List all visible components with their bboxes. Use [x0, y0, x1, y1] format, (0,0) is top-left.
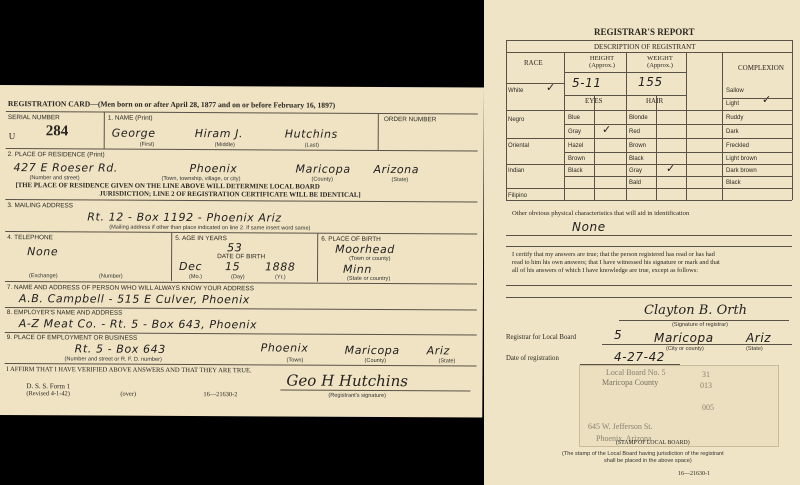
employment-county-caption: (County) [364, 357, 387, 365]
stamp-line-1: Local Board No. 5 [606, 368, 666, 377]
residence-note-1: [THE PLACE OF RESIDENCE GIVEN ON THE LINE ABOVE WILL DETERMINE LOCAL BOARD [15, 182, 320, 191]
eyes-brown: Brown [568, 156, 586, 162]
hair-gray: Gray [629, 168, 643, 174]
birthplace-label: 6. PLACE OF BIRTH [321, 235, 381, 243]
middle-caption: (Middle) [214, 142, 235, 149]
last-caption: (Last) [304, 142, 320, 149]
complexion-light: Light [726, 101, 740, 107]
mailing-label: 3. MAILING ADDRESS [7, 202, 74, 210]
stamp-num-1: 31 [702, 370, 710, 379]
certify-text-2: read to him his own answers; that I have witnessed his signature or mark and that [512, 259, 720, 266]
residence-town-caption: (Town, township, village, or city) [161, 175, 241, 183]
birthplace-state: Minn [343, 262, 372, 276]
eyes-hazel: Hazel [568, 143, 584, 149]
form-revised: (Revised 4-1-42) [26, 390, 70, 398]
registrars-report-back [484, 0, 800, 485]
order-label: ORDER NUMBER [383, 116, 437, 124]
complexion-sallow: Sallow [726, 88, 744, 94]
stamp-num-2: 013 [700, 381, 712, 390]
first-caption: (First) [139, 141, 155, 148]
hair-blonde: Blonde [629, 115, 648, 121]
last-name: Hutchins [284, 127, 338, 141]
employment-town-caption: (Town) [286, 357, 304, 364]
hair-check: ✓ [666, 162, 676, 175]
complexion-ruddy: Ruddy [726, 115, 744, 121]
race-white: White [508, 88, 524, 94]
card-title: REGISTRATION CARD—(Men born on or after April 28, 1877 and on or before February 16, 1897) [7, 99, 336, 110]
certify-text-1: I certify that my answers are true; that the person registered has read or has had [512, 251, 715, 258]
stamp-line-2: Maricopa County [602, 378, 659, 387]
registrar-sig-caption: (Signature of registrar) [672, 322, 728, 328]
dob-year: 1888 [265, 260, 296, 274]
dob-month: Dec [179, 259, 203, 274]
over-text: (over) [120, 390, 137, 398]
affirm-text: I AFFIRM THAT I HAVE VERIFIED ABOVE ANSWERS AND THAT THEY ARE TRUE. [6, 366, 252, 375]
eyes-black: Black [568, 168, 583, 174]
complexion-header: COMPLEXION [738, 64, 784, 72]
mailing-caption: (Mailing address if other than place indicated on line 2. If same insert word same) [109, 224, 311, 232]
employment-label: 9. PLACE OF EMPLOYMENT OR BUSINESS [6, 334, 138, 342]
hair-black: Black [629, 156, 644, 162]
serial-number: 284 [45, 123, 69, 140]
complexion-dark-brown: Dark brown [726, 168, 757, 174]
race-indian: Indian [508, 168, 525, 174]
local-board-stamp [579, 365, 779, 447]
serial-label: SERIAL NUMBER [7, 114, 60, 122]
age-label: 5. AGE IN YEARS [175, 234, 227, 243]
residence-county: Maricopa [295, 162, 351, 176]
local-board-state-caption: (State) [746, 346, 763, 352]
residence-label: 2. PLACE OF RESIDENCE (Print) [7, 151, 105, 159]
residence-state-caption: (State) [391, 177, 409, 184]
middle-name: Hiram J. [194, 127, 244, 141]
birthplace-town-caption: (Town or county) [349, 255, 391, 263]
birthplace-state-caption: (State or country) [346, 275, 391, 283]
residence-street-caption: (Number and street) [29, 175, 80, 182]
employment-town: Phoenix [260, 341, 309, 355]
race-header: RACE [524, 59, 543, 67]
complexion-dark: Dark [726, 129, 739, 135]
registrar-signature: Clayton B. Orth [644, 303, 748, 318]
form-code: 16—21630-2 [203, 391, 238, 399]
dob-year-caption: (Yr.) [274, 274, 286, 281]
certify-text-3: all of his answers of which I have knowledge are true, except as follows: [512, 267, 698, 274]
stamp-line-4: Phoenix, Arizona [596, 434, 652, 443]
residence-city: Phoenix [189, 161, 238, 176]
contact-value: A.B. Campbell - 515 E Culver, Phoenix [18, 292, 250, 307]
form-name: D. S. S. Form 1 [26, 382, 71, 391]
mailing-address: Rt. 12 - Box 1192 - Phoenix Ariz [87, 210, 282, 225]
dob-month-caption: (Mo.) [188, 273, 203, 281]
local-board-state: Ariz [746, 331, 772, 345]
hair-brown: Brown [629, 143, 647, 149]
registration-card-front [0, 85, 484, 418]
date-label: Date of registration [506, 355, 559, 362]
residence-state: Arizona [373, 162, 420, 177]
local-board-number: 5 [614, 328, 623, 342]
race-filipino: Filipino [508, 193, 528, 199]
first-name: George [111, 126, 156, 140]
eyes-gray: Gray [568, 129, 582, 135]
employment-state-caption: (State) [438, 358, 456, 365]
right-form-code: 16—21630-1 [678, 471, 710, 477]
contact-label: 7. NAME AND ADDRESS OF PERSON WHO WILL ALWAYS KNOW YOUR ADDRESS [6, 284, 254, 293]
telephone-exchange-caption: (Exchange) [28, 273, 58, 280]
name-label: 1. NAME (Print) [107, 114, 153, 122]
height-value: 5-11 [572, 76, 602, 90]
date-value: 4-27-42 [614, 350, 666, 364]
stamp-line-3: 645 W. Jefferson St. [588, 422, 653, 431]
eyes-header: EYES [585, 97, 603, 105]
race-check: ✓ [546, 81, 556, 94]
telephone-value: None [27, 245, 59, 259]
employment-county: Maricopa [344, 343, 400, 358]
weight-value: 155 [638, 75, 663, 89]
other-characteristics-value: None [572, 220, 606, 234]
registrant-signature: Geo H Hutchins [286, 371, 409, 391]
dob-day: 15 [225, 260, 241, 274]
employment-street: Rt. 5 - Box 643 [74, 342, 166, 356]
telephone-label: 4. TELEPHONE [7, 234, 53, 242]
eyes-blue: Blue [568, 115, 581, 121]
residence-note-2: JURISDICTION; LINE 2 OF REGISTRATION CERTIFICATE WILL BE IDENTICAL] [99, 190, 361, 199]
race-negro: Negro [508, 117, 525, 123]
employment-street-caption: (Number and street or R. F. D. number) [64, 356, 162, 363]
description-header: DESCRIPTION OF REGISTRANT [594, 43, 696, 51]
hair-bald: Bald [629, 180, 642, 186]
employer-label: 8. EMPLOYER'S NAME AND ADDRESS [6, 309, 123, 317]
complexion-freckled: Freckled [726, 143, 750, 149]
dob-day-caption: (Day) [230, 274, 245, 281]
weight-header: WEIGHT (Approx.) [647, 55, 673, 69]
residence-street: 427 E Roeser Rd. [13, 161, 118, 175]
complexion-black: Black [726, 180, 741, 186]
dob-label: DATE OF BIRTH [217, 253, 266, 261]
height-header: HEIGHT (Approx.) [589, 55, 615, 69]
stamp-title: (STAMP OF LOCAL BOARD) [616, 440, 690, 446]
age-value: 53 [227, 241, 243, 255]
stamp-caption-1: (The stamp of the Local Board having jurisdiction of the registrant [562, 451, 724, 457]
eyes-check: ✓ [602, 123, 612, 136]
signature-caption: (Registrant's signature) [328, 392, 387, 400]
employer-value: A-Z Meat Co. - Rt. 5 - Box 643, Phoenix [18, 317, 258, 332]
telephone-number-caption: (Number) [98, 273, 123, 280]
serial-prefix: U [8, 131, 16, 142]
birthplace-town: Moorhead [335, 242, 395, 257]
other-characteristics-text: Other obvious physical characteristics that will aid in identification [512, 210, 690, 217]
complexion-check: ✓ [762, 93, 772, 106]
hair-red: Red [629, 129, 641, 135]
local-board-county: Maricopa [654, 331, 714, 345]
registrars-report-title: REGISTRAR'S REPORT [594, 27, 695, 37]
race-oriental: Oriental [508, 143, 530, 149]
hair-header: HAIR [646, 97, 664, 105]
stamp-caption-2: shall be placed in the above space) [604, 458, 692, 464]
stamp-num-3: 005 [702, 403, 714, 412]
residence-county-caption: (County) [311, 176, 333, 183]
complexion-light-brown: Light brown [726, 156, 758, 162]
local-board-label: Registrar for Local Board [506, 334, 577, 341]
employment-state: Ariz [426, 344, 450, 358]
local-board-caption: (City or county) [666, 346, 704, 352]
